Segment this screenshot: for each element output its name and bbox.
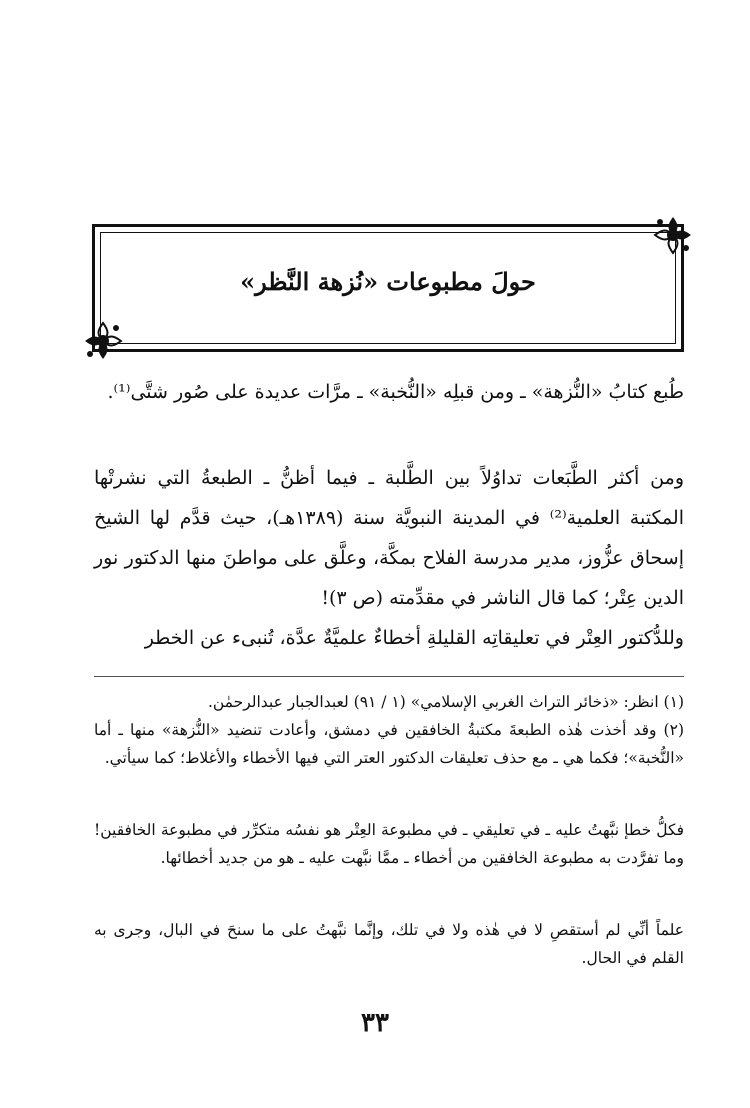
chapter-title: حولَ مطبوعات «نُزهة النَّظر»: [240, 267, 536, 296]
footnote-divider: [94, 676, 684, 677]
title-frame: [92, 224, 684, 352]
footnote: علماً أنِّي لم أستقصِ لا في هٰذه ولا في تلك، وإنَّما نبَّهتُ على ما سنحَ في البال، وجرى به القلم في الحال.: [94, 921, 684, 967]
footnote: فكلُّ خطإ نبَّهتُ عليه ـ في تعليقي ـ في مطبوعة العِتْر هو نفسُه متكرِّر في مطبوعة الخافقين! وما تفرَّدت به مطبوعة الخافقين من أخطاء ـ ممَّا نبَّهت عليه ـ هو من جديد أخطائها.: [94, 821, 684, 867]
floral-ornament-icon: [651, 213, 695, 257]
footnote: (٢) وقد أخذت هٰذه الطبعةَ مكتبةُ الخافقين في دمشق، وأعادت تنضيد «النُّزهة» منها ـ أما «النُّخبة»؛ فكما هي ـ مع حذف تعليقات الدكتور العتر التي فيها الأخطاء والأغلاط؛ كما سيأتي.: [94, 721, 684, 767]
body-paragraph: ومن أكثر الطَّبَعات تداوُلاً بين الطَّلبة ـ فيما أظنُّ ـ الطبعةُ التي نشرتْها المكتبة العلمية⁽²⁾ في المدينة النبويَّة سنة (١٣٨٩هـ)، حيث قدَّم لها الشيخ إسحاق عزُّوز، مدير مدرسة الفلاح بمكَّة، وعلَّق على مواطنَ منها الدكتور نور الدين عِتْر؛ كما قال الناشر في مقدِّمته (ص ٣)!: [94, 467, 684, 609]
page-number: ٣٣: [361, 1008, 389, 1038]
body-paragraph: وللدُّكتور العِتْر في تعليقاتِه القليلةِ أخطاءٌ علميَّةٌ عدَّة، تُنبىء عن الخطر: [144, 627, 684, 649]
floral-ornament-icon: [81, 319, 125, 363]
footnote: (١) انظر: «ذخائر التراث الغربي الإسلامي» (١ / ٩١) لعبدالجبار عبدالرحمٰن.: [207, 693, 684, 711]
body-paragraph: طُبع كتابُ «النُّزهة» ـ ومن قبلِه «النُّخبة» ـ مرَّات عديدة على صُور شتَّى⁽¹⁾.: [107, 381, 684, 403]
